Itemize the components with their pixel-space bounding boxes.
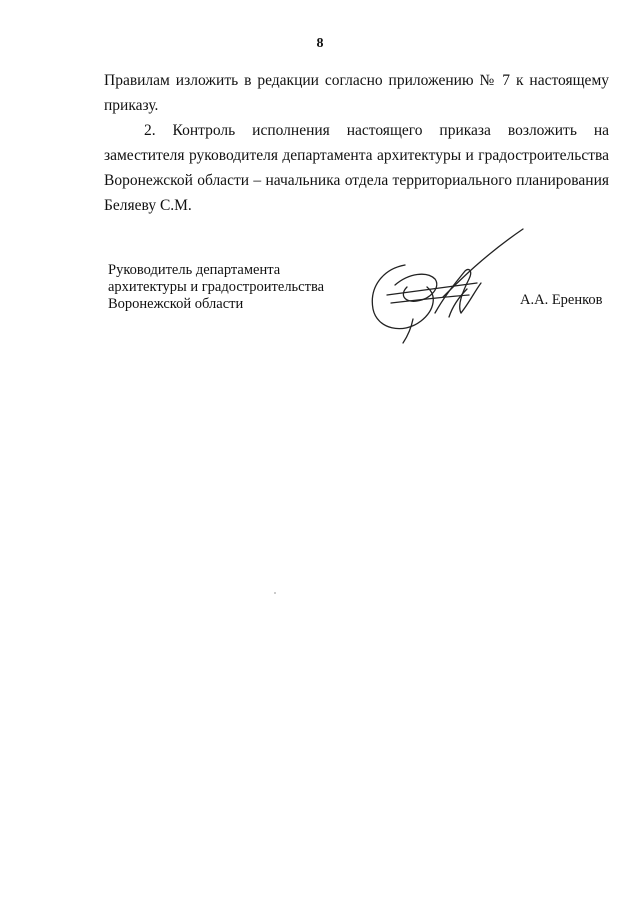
paragraph-1-line-2: приказу.	[104, 97, 159, 114]
paragraph-2-line-4: Беляеву С.М.	[104, 197, 192, 214]
paragraph-2-line-3: Воронежской области – начальника отдела территориального планирования	[104, 172, 609, 189]
signatory-title-line-2: архитектуры и градостроительства	[108, 279, 325, 295]
signatory-title	[108, 262, 324, 313]
page-number: 8	[316, 36, 324, 51]
paragraph-2-line-1: 2. Контроль исполнения настоящего приказа возложить на	[144, 122, 609, 139]
signatory-title-line-3: Воронежской области	[108, 296, 244, 312]
scan-speck	[274, 592, 276, 594]
handwritten-signature	[365, 225, 530, 345]
signatory-title-line-1: Руководитель департамента	[108, 262, 281, 278]
paragraph-2	[104, 118, 609, 218]
signatory-name: А.А. Еренков	[520, 292, 603, 308]
paragraph-1	[104, 68, 609, 118]
paragraph-2-line-2: заместителя руководителя департамента архитектуры и градостроительства	[104, 147, 609, 164]
paragraph-1-line-1: Правилам изложить в редакции согласно приложению № 7 к настоящему	[104, 72, 609, 89]
